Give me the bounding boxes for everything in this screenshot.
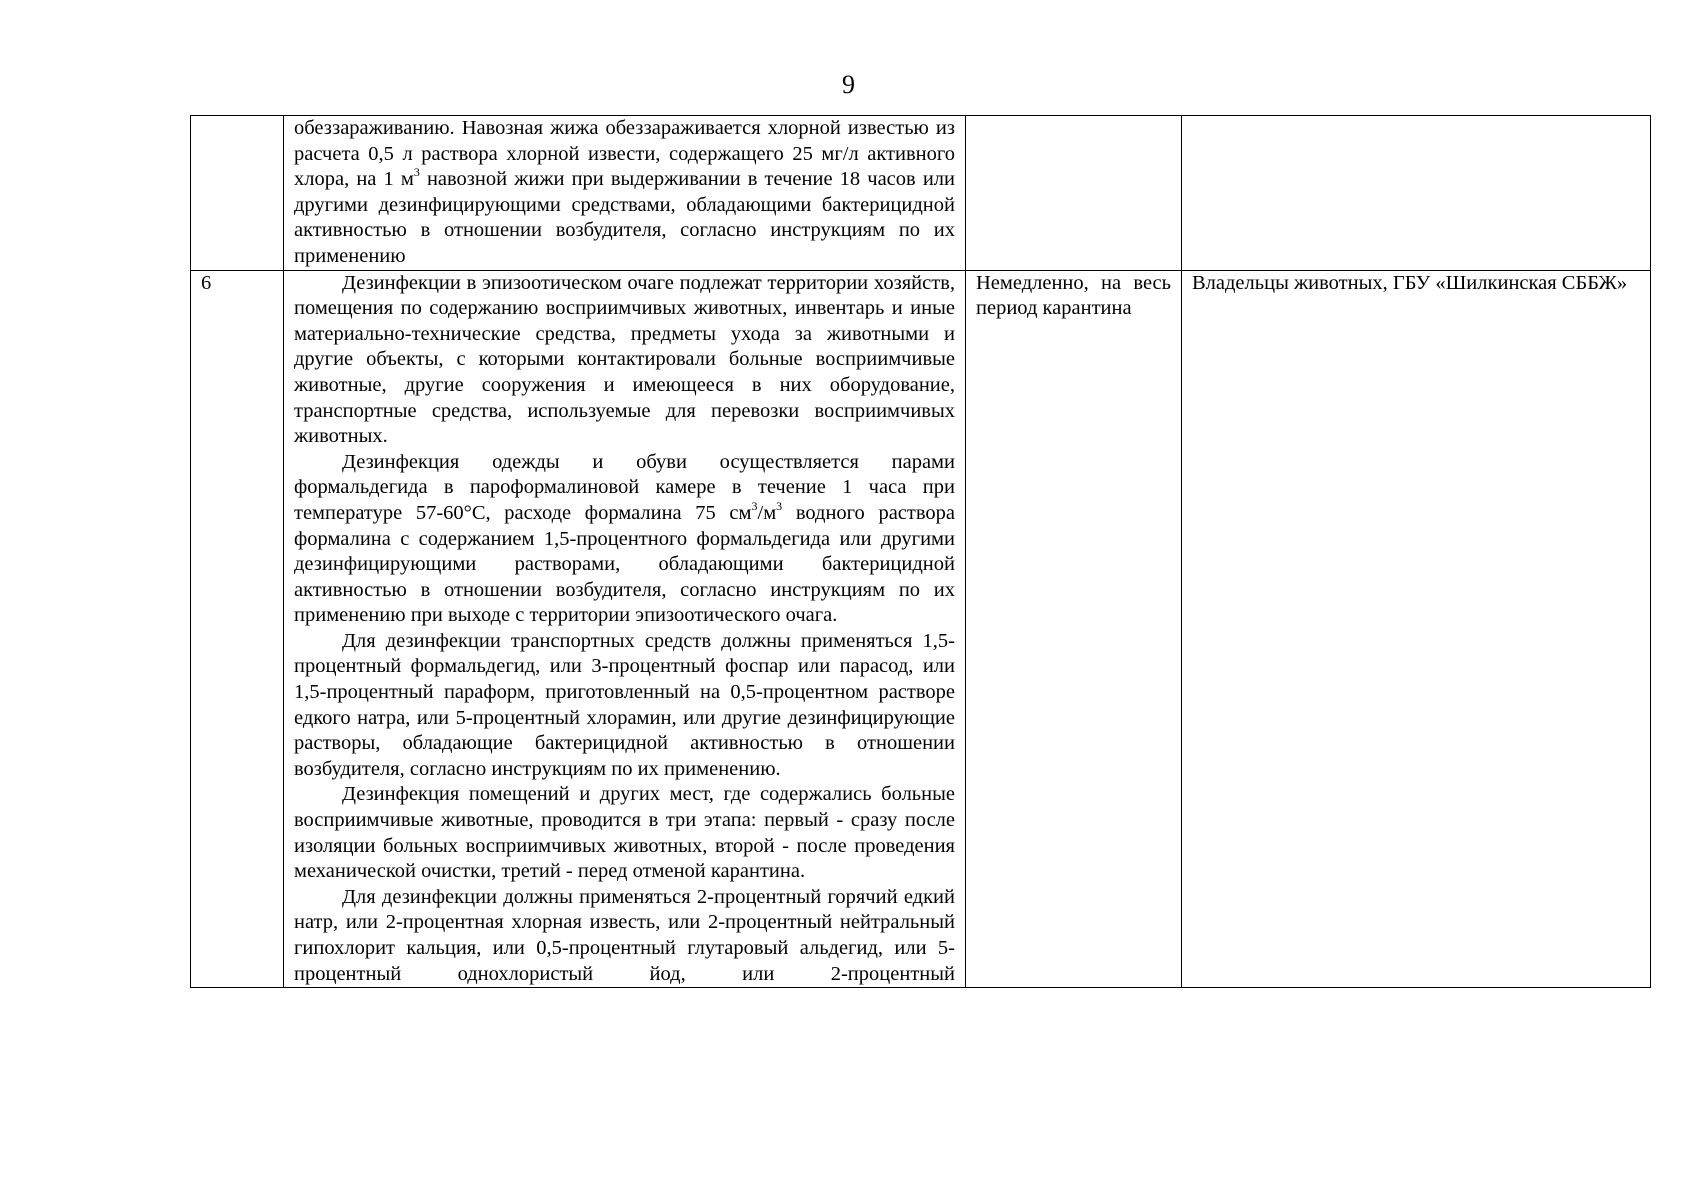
measure-paragraph: Для дезинфекции транспортных средств должны применяться 1,5-процентный формальдегид, или 3-процентный фоспар или парасод, или 1,5-процентный параформ, приготовленный на 0,5-процентном растворе едкого натра, или 5-процентный хлорамин, или другие дезинфицирующие растворы, обладающие бактерицидной активностью в отношении возбудителя, согласно инструкциям по их применению. xyxy=(294,629,955,780)
table-row xyxy=(191,270,1651,988)
measure-paragraph: Для дезинфекции должны применяться 2-процентный горячий едкий натр, или 2-процентная хлорная известь, или 2-процентный нейтральный гипохлорит кальция, или 0,5-процентный глутаровый альдегид, или 5-процентный однохлористый йод, или 2-процентный xyxy=(294,885,955,985)
measure-cell xyxy=(284,116,966,271)
page-number: 9 xyxy=(842,70,855,99)
responsible-cell xyxy=(1182,270,1651,988)
measure-cell xyxy=(284,270,966,988)
measures-table xyxy=(190,115,1651,988)
table-body xyxy=(191,116,1651,988)
term-cell xyxy=(966,270,1182,988)
measure-paragraph: Дезинфекции в эпизоотическом очаге подлежат территории хозяйств, помещения по содержанию восприимчивых животных, инвентарь и иные материально-технические средства, предметы ухода за животными и другие объекты, с которыми контактировали больные восприимчивые животные, другие сооружения и имеющееся в них оборудование, транспортные средства, используемые для перевозки восприимчивых животных. xyxy=(294,271,955,448)
row-number-cell xyxy=(191,116,284,271)
measure-paragraph: Дезинфекция одежды и обуви осуществляется парами формальдегида в пароформалиновой камере в течение 1 часа при температуре 57-60°C, расходе формалина 75 $см^3/м^3$ водного раствора формалина с содержанием 1,5-процентного формальдегида или другими дезинфицирующими растворами, обладающими бактерицидной активностью в отношении возбудителя, согласно инструкциям по их применению при выходе с территории эпизоотического очага. xyxy=(294,450,955,627)
measure-paragraph: обеззараживанию. Навозная жижа обеззараживается хлорной известью из расчета 0,5 л раствора хлорной извести, содержащего 25 мг/л активного хлора, на 1 $м^3$ навозной жижи при выдерживании в течение 18 часов или другими дезинфицирующими средствами, обладающими бактерицидной активностью в отношении возбудителя, согласно инструкциям по их применению xyxy=(294,117,955,267)
responsible-cell xyxy=(1182,116,1651,271)
term-cell xyxy=(966,116,1182,271)
table-row xyxy=(191,116,1651,271)
row-number: 6 xyxy=(201,271,212,294)
term-text: Немедленно, на весь период карантина xyxy=(976,271,1171,320)
responsible-text: Владельцы животных, ГБУ «Шилкинская СББЖ» xyxy=(1192,271,1628,294)
row-number-cell xyxy=(191,270,284,988)
measure-paragraph: Дезинфекция помещений и других мест, где содержались больные восприимчивые животные, проводится в три этапа: первый - сразу после изоляции больных восприимчивых животных, второй - после проведения механической очистки, третий - перед отменой карантина. xyxy=(294,783,955,883)
